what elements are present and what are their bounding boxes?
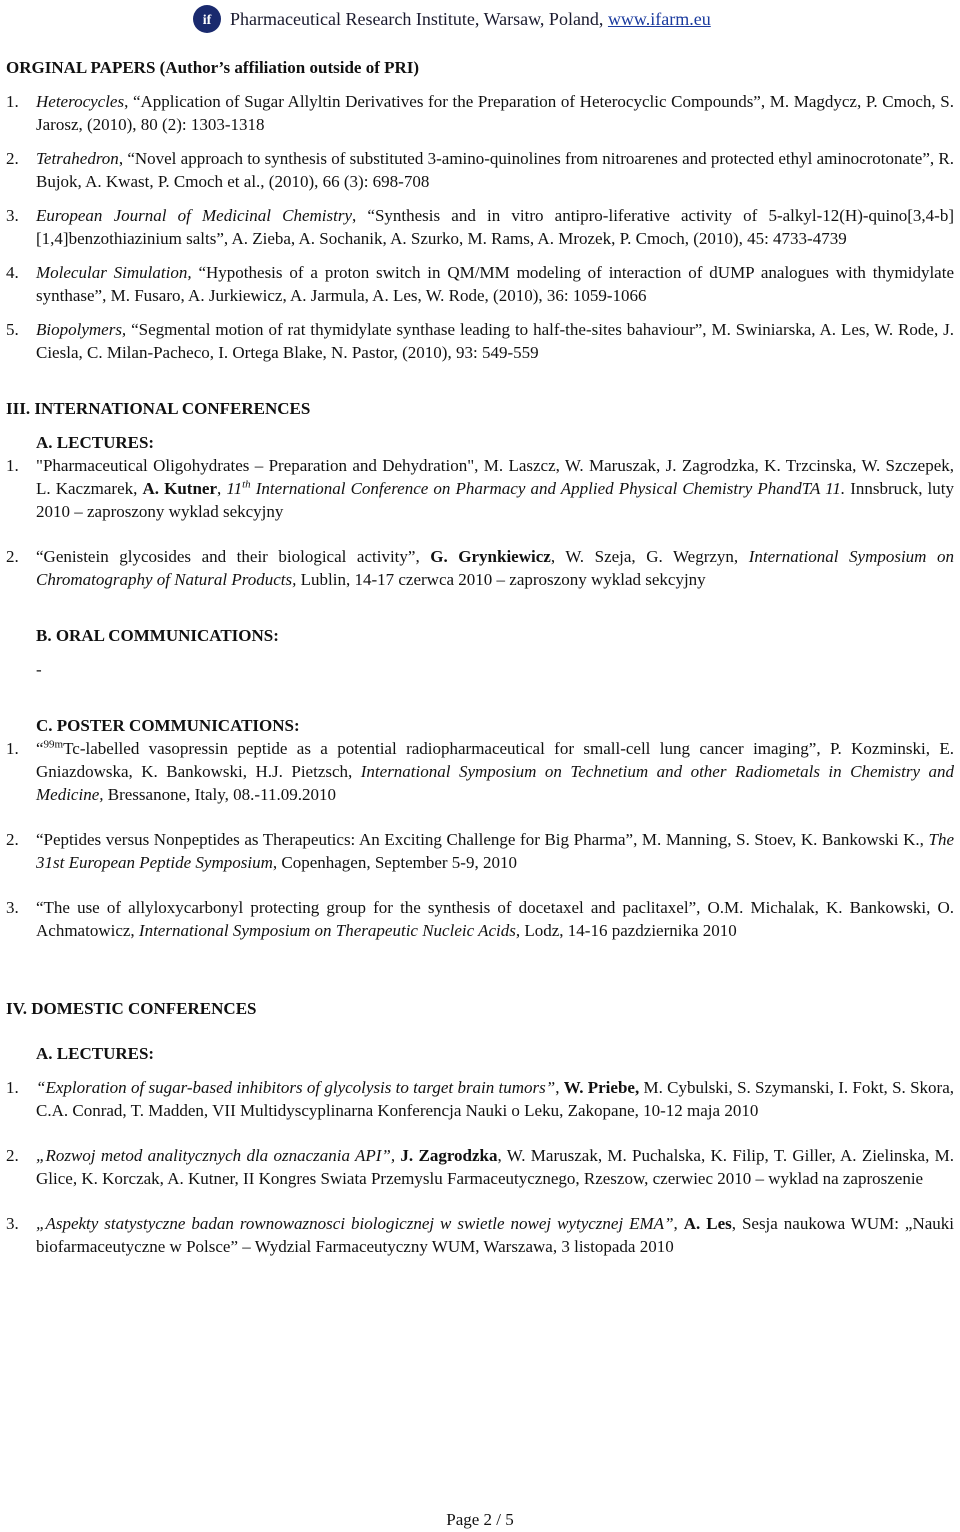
header-link[interactable]: www.ifarm.eu: [607, 8, 711, 29]
institute-logo-icon: [192, 4, 222, 34]
section-title-domestic: IV. DOMESTIC CONFERENCES: [6, 999, 257, 1018]
page-number: Page 2 / 5: [446, 1510, 514, 1529]
poster-item: 1. “$^{99m}$Tc-labelled vasopressin peptide as a potential radiopharmaceutical for small-cell lung cancer imaging”, P. Kozminski, E. Gniazdowska, K. Bankowski, H.J. Pietzsch, International Symposium on Technetium and other Radiometals in Chemistry and Medicine, Bressanone, Italy, 08.-11.09.2010: [6, 738, 954, 804]
paper-item: 1. Heterocycles, “Application of Sugar Allyltin Derivatives for the Preparation of Heterocyclic Compounds”, M. Magdycz, P. Cmoch, S. Jarosz, (2010), 80 (2): 1303-1318: [6, 92, 954, 134]
paper-item: 2. Tetrahedron, “Novel approach to synthesis of substituted 3-amino-quinolines from nitroarenes and protected ethyl aminocrotonate”, R. Bujok, A. Kwast, P. Cmoch et al., (2010), 66 (3): 698-708: [6, 149, 954, 191]
subheading-domestic-lectures: A. LECTURES:: [36, 1044, 155, 1063]
poster-item: 3. “The use of allyloxycarbonyl protecting group for the synthesis of docetaxel and paclitaxel”, O.M. Michalak, K. Bankowski, O. Achmatowicz, International Symposium on Therapeutic Nucleic Acids, Lodz, 14-16 pazdziernika 2010: [6, 898, 954, 940]
poster-item: 2. “Peptides versus Nonpeptides as Therapeutics: An Exciting Challenge for Big Pharma”, M. Manning, S. Stoev, K. Bankowski K., The 31st European Peptide Symposium, Copenhagen, September 5-9, 2010: [6, 830, 954, 872]
svg-text:if: if: [202, 13, 212, 28]
page-header: [192, 2, 950, 36]
page-content: [6, 56, 954, 1258]
lecture-item: 2. “Genistein glycosides and their biological activity”, G. Grynkiewicz, W. Szeja, G. Wegrzyn, International Symposium on Chromatography of Natural Products, Lublin, 14-17 czerwca 2010 – zaproszony wyklad sekcyjny: [6, 547, 955, 589]
paper-item: 4. Molecular Simulation, “Hypothesis of a proton switch in QM/MM modeling of interaction of dUMP analogues with thymidylate synthase”, M. Fusaro, A. Jurkiewicz, A. Jarmula, A. Les, W. Rode, (2010), 36: 1059-1066: [6, 263, 954, 305]
paper-item: 5. Biopolymers, “Segmental motion of rat thymidylate synthase leading to half-the-sites bahaviour”, M. Swiniarska, A. Les, W. Rode, J. Ciesla, C. Milan-Pacheco, I. Ortega Blake, N. Pastor, (2010), 93: 549-559: [6, 320, 954, 362]
domestic-lecture-item: 1. “Exploration of sugar-based inhibitors of glycolysis to target brain tumors”, W. Priebe, M. Cybulski, S. Szymanski, I. Fokt, S. Skora, C.A. Conrad, T. Madden, VII Multidyscyplinarna Konferencja Nauki o Leku, Zakopane, 10-12 maja 2010: [6, 1078, 954, 1120]
paper-item: 3. European Journal of Medicinal Chemistry, “Synthesis and in vitro antipro-liferative activity of 5-alkyl-12(H)-quino[3,4-b] [1,4]benzothiazinium salts”, A. Zieba, A. Sochanik, A. Szurko, M. Rams, A. Mrozek, P. Cmoch, (2010), 45: 4733-4739: [6, 206, 954, 248]
lecture-item: 1. "Pharmaceutical Oligohydrates – Preparation and Dehydration", M. Laszcz, W. Maruszak, J. Zagrodzka, K. Trzcinska, W. Szczepek, L. Kaczmarek, A. Kutner, 11th International Conference on Pharmacy and Applied Physical Chemistry PhandTA 11. Innsbruck, luty 2010 – zaproszony wyklad sekcyjny: [6, 456, 955, 521]
header-text: Pharmaceutical Research Institute, Warsaw, Poland, www.ifarm.eu: [230, 8, 711, 29]
domestic-lecture-item: 3. „Aspekty statystyczne badan rownowaznosci biologicznej w swietle nowej wytycznej EMA”, A. Les, Sesja naukowa WUM: „Nauki biofarmaceutyczne w Polsce” – Wydzial Farmaceutyczny WUM, Warszawa, 3 listopada 2010: [6, 1214, 955, 1256]
subheading-oral: B. ORAL COMMUNICATIONS:: [36, 626, 279, 645]
section-title-international: III. INTERNATIONAL CONFERENCES: [6, 399, 311, 418]
subheading-poster: C. POSTER COMMUNICATIONS:: [36, 716, 300, 735]
domestic-lecture-item: 2. „Rozwoj metod analitycznych dla oznaczania API”, J. Zagrodzka, W. Maruszak, M. Puchalska, K. Filip, T. Giller, A. Zielinska, M. Glice, K. Korczak, A. Kutner, II Kongres Swiata Przemyslu Farmaceutycznego, Rzeszow, czerwiec 2010 – wyklad na zaproszenie: [6, 1146, 955, 1188]
section-title-original-papers: ORGINAL PAPERS (Author’s affiliation outside of PRI): [6, 58, 420, 77]
subheading-lectures: A. LECTURES:: [36, 433, 155, 452]
oral-empty-dash: -: [36, 660, 42, 679]
